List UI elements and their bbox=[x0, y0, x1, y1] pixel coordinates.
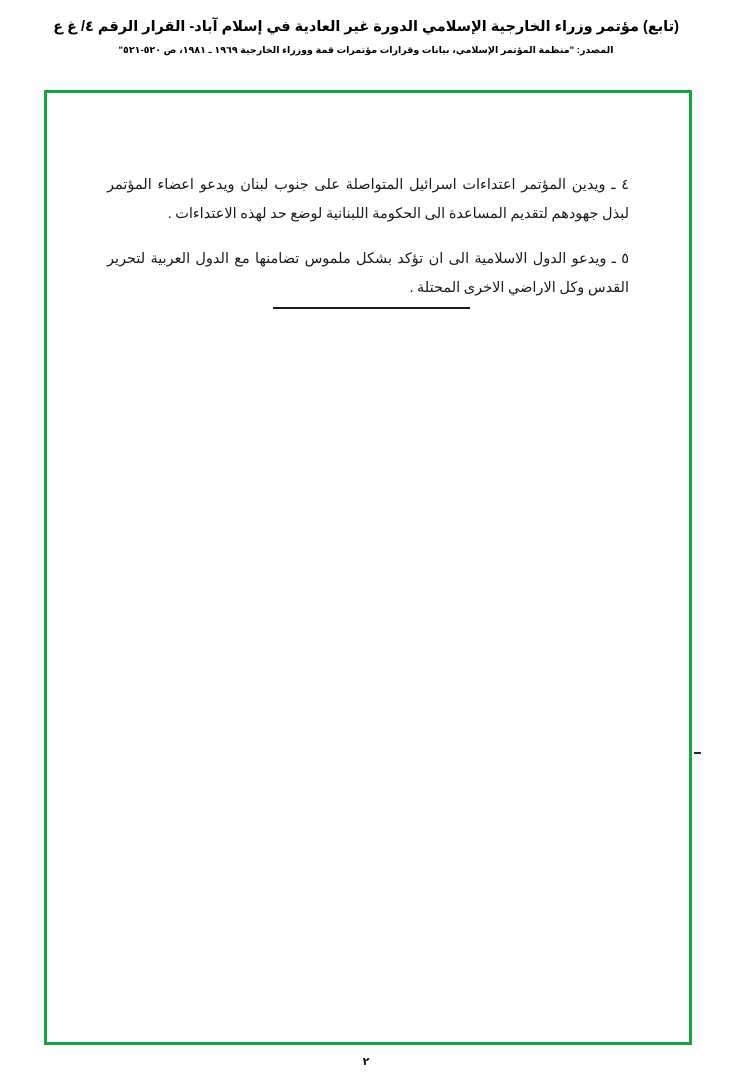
section-divider-wrapper bbox=[47, 307, 695, 309]
paragraph-5: ٥ ـ ويدعو الدول الاسلامية الى ان تؤكد بشكل ملموس تضامنها مع الدول العربية لتحرير القدس وكل الاراضي الاخرى المحتلة . bbox=[107, 251, 629, 296]
page-edge-mark bbox=[694, 752, 701, 754]
document-body bbox=[107, 171, 629, 303]
paragraph-4: ٤ ـ ويدين المؤتمر اعتداءات اسرائيل المتواصلة على جنوب لبنان ويدعو اعضاء المؤتمر لبذل جهودهم لتقديم المساعدة الى الحكومة اللبنانية لوضع حد لهذه الاعتداءات . bbox=[107, 177, 629, 222]
document-header bbox=[0, 18, 732, 57]
page-frame bbox=[44, 90, 692, 1045]
page-number: ٢ bbox=[362, 1056, 370, 1068]
header-source-note: المصدر: "منظمة المؤتمر الإسلامي، بيانات وقرارات مؤتمرات قمة ووزراء الخارجية ١٩٦٩ ـ ١٩٨١، ص ٥٢٠-٥٢١" bbox=[118, 44, 614, 56]
horizontal-rule bbox=[273, 307, 470, 309]
header-title: (تابع) مؤتمر وزراء الخارجية الإسلامي الدورة غير العادية في إسلام آباد- القرار الرقم ٤/ غ ع bbox=[53, 19, 679, 35]
